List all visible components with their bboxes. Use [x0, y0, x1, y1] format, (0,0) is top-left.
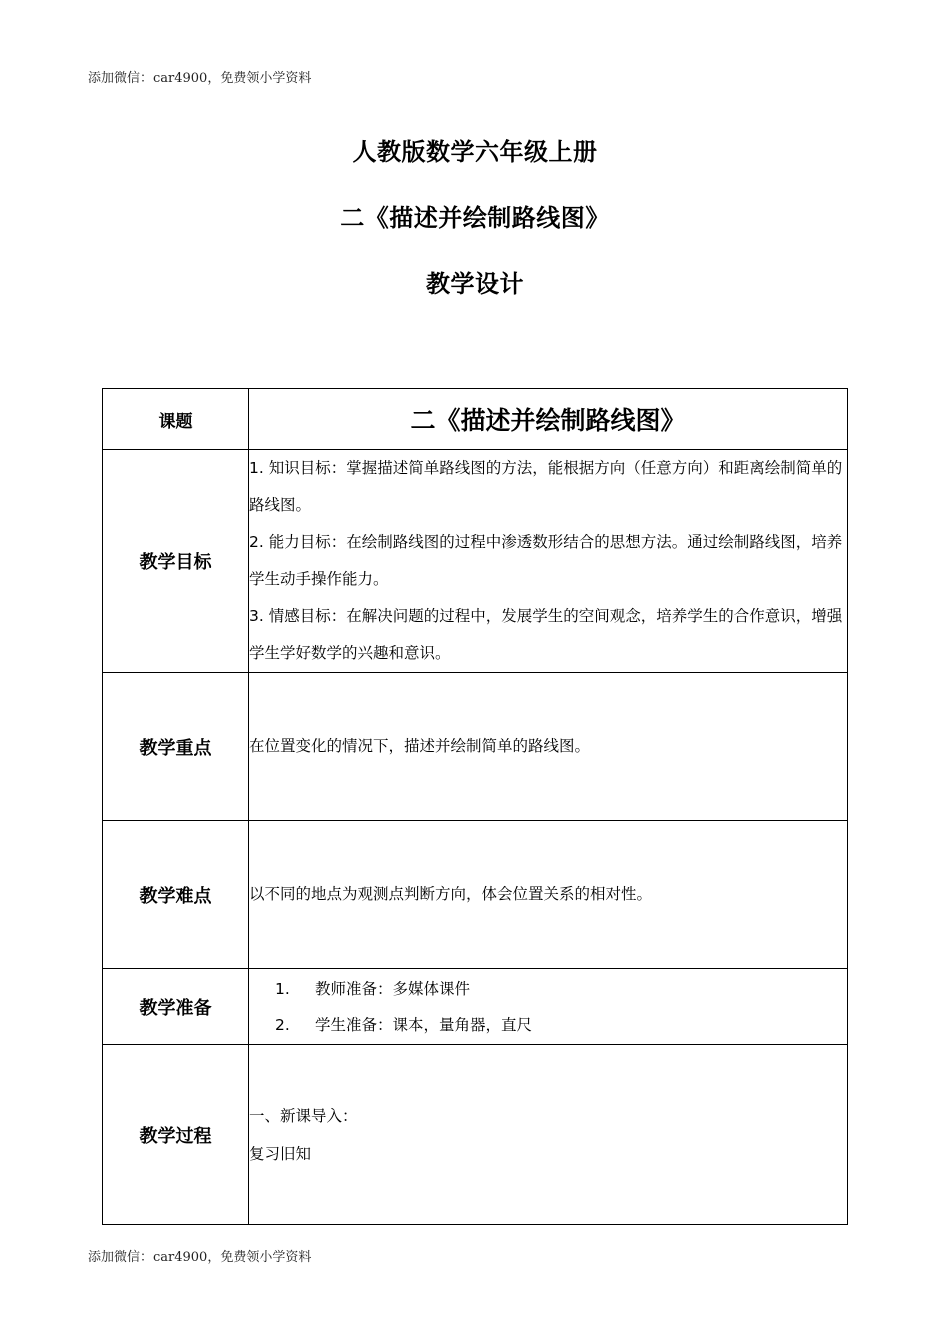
process-label: 教学过程 [103, 1045, 249, 1225]
footer-note: 添加微信：car4900，免费领小学资料 [88, 1250, 312, 1265]
header-note: 添加微信：car4900，免费领小学资料 [88, 71, 312, 86]
process-text: 复习旧知 [249, 1144, 312, 1163]
topic-value: 二《描述并绘制路线图》 [249, 389, 848, 450]
lesson-title: 二《描述并绘制路线图》 [340, 204, 610, 232]
document-subtitle: 教学设计 [426, 270, 524, 298]
goal-item: 1. 知识目标：掌握描述简单路线图的方法，能根据方向（任意方向）和距离绘制简单的路线图。 [249, 459, 843, 514]
preparation-item [249, 971, 847, 1007]
table-row-topic [103, 389, 848, 450]
goal-item: 3. 情感目标：在解决问题的过程中，发展学生的空间观念，培养学生的合作意识，增强学生学好数学的兴趣和意识。 [249, 607, 843, 662]
difficulties-label: 教学难点 [103, 821, 249, 969]
difficulties-content: 以不同的地点为观测点判断方向，体会位置关系的相对性。 [249, 821, 848, 969]
lesson-plan-table [102, 388, 848, 1225]
preparation-item-text: 教师准备：多媒体课件 [315, 979, 471, 998]
table-row-process [103, 1045, 848, 1225]
goal-item: 2. 能力目标：在绘制路线图的过程中渗透数形结合的思想方法。通过绘制路线图，培养学生动手操作能力。 [249, 533, 843, 588]
preparation-item-text: 学生准备：课本，量角器，直尺 [315, 1015, 533, 1034]
preparation-label: 教学准备 [103, 969, 249, 1045]
table-row-preparation [103, 969, 848, 1045]
goals-label: 教学目标 [103, 450, 249, 673]
table-row-key-points [103, 673, 848, 821]
goals-content [249, 450, 848, 673]
topic-label: 课题 [103, 389, 249, 450]
preparation-content [249, 969, 848, 1045]
document-title: 人教版数学六年级上册 [352, 138, 598, 166]
table-row-difficulties [103, 821, 848, 969]
preparation-item-number: 2. [275, 1015, 290, 1034]
key-points-content: 在位置变化的情况下，描述并绘制简单的路线图。 [249, 673, 848, 821]
preparation-item [249, 1007, 847, 1043]
process-content [249, 1045, 848, 1225]
key-points-label: 教学重点 [103, 673, 249, 821]
table-row-goals [103, 450, 848, 673]
preparation-item-number: 1. [275, 979, 290, 998]
process-heading: 一、新课导入： [249, 1106, 358, 1125]
